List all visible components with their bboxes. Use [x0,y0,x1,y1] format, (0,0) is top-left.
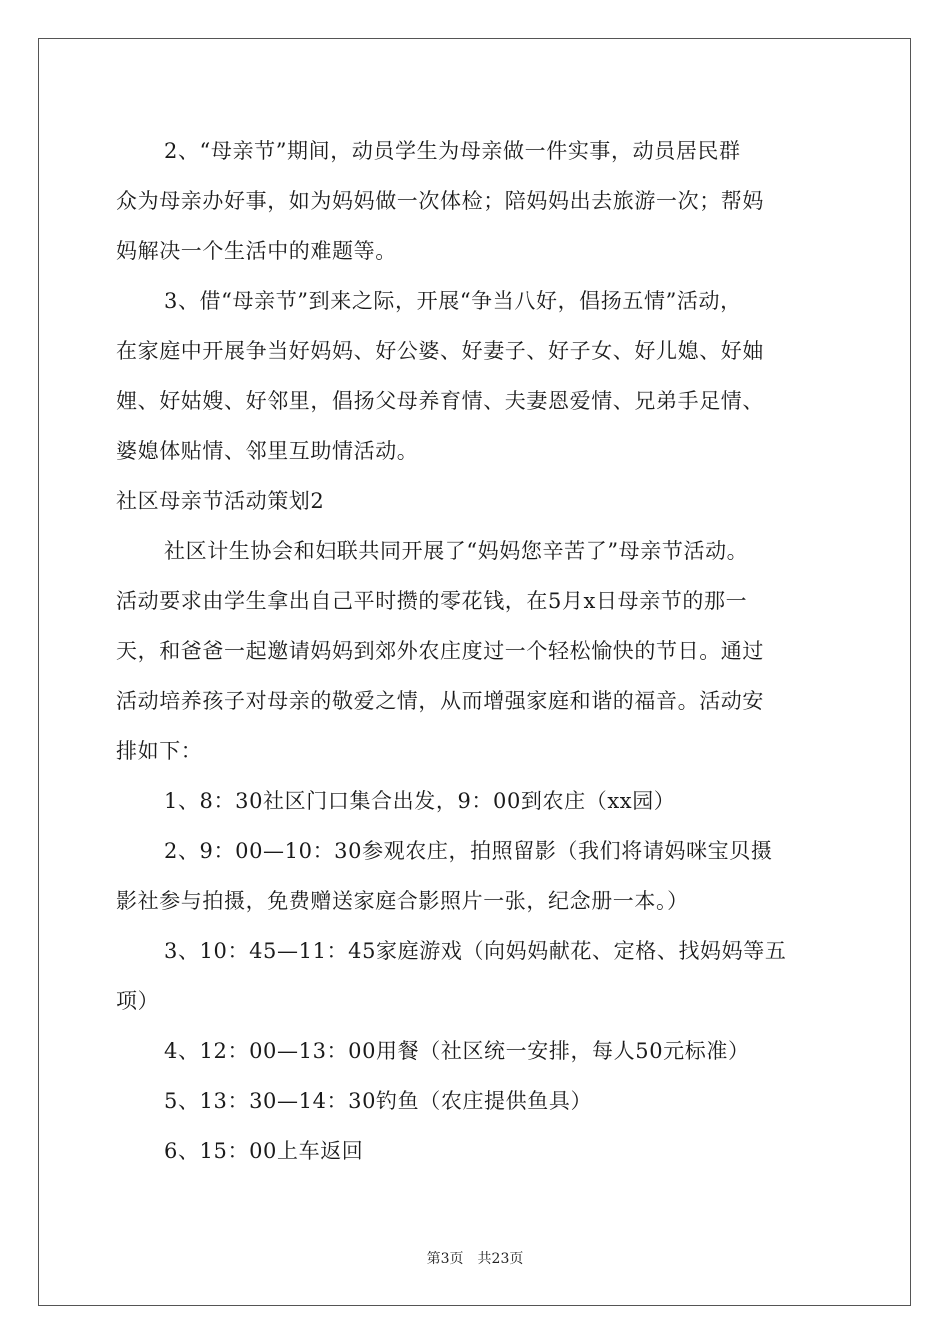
text-line: 婆媳体贴情、邻里互助情活动。 [116,439,419,463]
text-line: 活动要求由学生拿出自己平时攒的零花钱，在5月x日母亲节的那一 [116,589,748,613]
text-line: 影社参与拍摄，免费赠送家庭合影照片一张，纪念册一本。） [116,889,689,913]
text-line: 3、借“母亲节”到来之际，开展“争当八好，倡扬五情”活动， [164,289,742,313]
text-line: 2、9：00—10：30参观农庄，拍照留影（我们将请妈咪宝贝摄 [164,839,773,863]
page-footer [0,1248,950,1268]
text-line: 妈解决一个生活中的难题等。 [116,239,397,263]
text-line: 在家庭中开展争当好妈妈、好公婆、好妻子、好子女、好儿媳、好妯 [116,339,764,363]
text-line: 项） [116,989,160,1013]
text-line: 3、10：45—11：45家庭游戏（向妈妈献花、定格、找妈妈等五 [164,939,787,963]
page-total: 共23页 [477,1251,524,1267]
document-body [116,126,836,1176]
text-line: 天，和爸爸一起邀请妈妈到郊外农庄度过一个轻松愉快的节日。通过 [116,639,764,663]
text-line: 5、13：30—14：30钓鱼（农庄提供鱼具） [164,1089,593,1113]
text-line: 活动培养孩子对母亲的敬爱之情，从而增强家庭和谐的福音。活动安 [116,689,764,713]
text-line: 4、12：00—13：00用餐（社区统一安排，每人50元标准） [164,1039,750,1063]
text-line: 6、15：00上车返回 [164,1139,364,1163]
page-number: 第3页 [426,1251,464,1267]
text-line: 社区母亲节活动策划2 [116,489,325,513]
text-line: 娌、好姑嫂、好邻里，倡扬父母养育情、夫妻恩爱情、兄弟手足情、 [116,389,764,413]
text-line: 众为母亲办好事，如为妈妈做一次体检；陪妈妈出去旅游一次；帮妈 [116,189,764,213]
text-line: 1、8：30社区门口集合出发，9：00到农庄（xx园） [164,789,676,813]
text-line: 排如下： [116,739,203,763]
text-line: 社区计生协会和妇联共同开展了“妈妈您辛苦了”母亲节活动。 [164,539,749,563]
text-line: 2、“母亲节”期间，动员学生为母亲做一件实事，动员居民群 [164,139,741,163]
